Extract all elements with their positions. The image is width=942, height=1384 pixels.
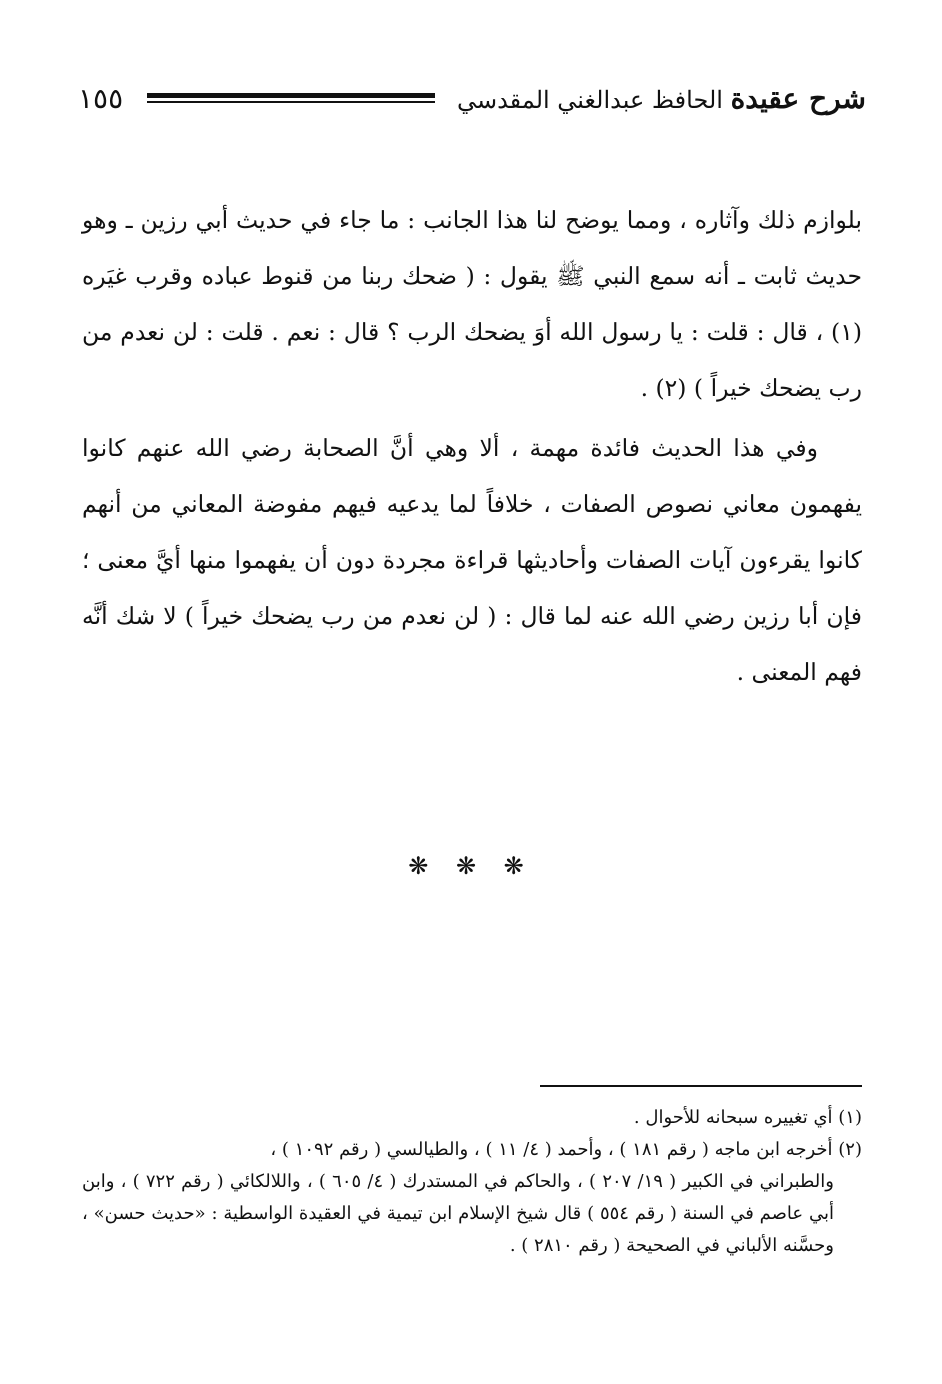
footnote-rule	[540, 1085, 862, 1087]
running-header	[78, 76, 866, 120]
body-text	[82, 192, 862, 700]
book-title-bold: شرح عقيدة	[730, 81, 866, 115]
header-rule	[147, 93, 435, 103]
footnote-2-continuation: والطبراني في الكبير ( ١٩/ ٢٠٧ ) ، والحاكم في المستدرك ( ٤/ ٦٠٥ ) ، واللالكائي ( رقم ٧٢٢ ) ، وابن أبي عاصم في السنة ( رقم ٥٥٤ ) قال شيخ الإسلام ابن تيمية في العقيدة الواسطية : «حديث حسن» ، وحسَّنه الألباني في الصحيحة ( رقم ٢٨١٠ ) .	[82, 1171, 834, 1256]
paragraph-1: بلوازم ذلك وآثاره ، ومما يوضح لنا هذا الجانب : ما جاء في حديث أبي رزين ـ وهو حديث ثابت ـ أنه سمع النبي ﷺ يقول : ( ضحك ربنا من قنوط عباده وقرب غيَره (١) ، قال : قلت : يا رسول الله أوَ يضحك الرب ؟ قال : نعم . قلت : لن نعدم من رب يضحك خيراً ) (٢) .	[82, 206, 862, 402]
header-rule-thin	[147, 101, 435, 103]
paragraph-2: وفي هذا الحديث فائدة مهمة ، ألا وهي أنَّ الصحابة رضي الله عنهم كانوا يفهمون معاني نصوص الصفات ، خلافاً لما يدعيه فيهم مفوضة المعاني من أنهم كانوا يقرءون آيات الصفات وأحاديثها قراءة مجردة دون أن يفهموا منها أيَّ معنى ؛ فإن أبا رزين رضي الله عنه لما قال : ( لن نعدم من رب يضحك خيراً ) لا شك أنَّه فهم المعنى .	[82, 434, 862, 686]
book-title-rest: الحافظ عبدالغني المقدسي	[456, 85, 731, 114]
footnote-2-first-line: (٢) أخرجه ابن ماجه ( رقم ١٨١ ) ، وأحمد ( ٤/ ١١ ) ، والطيالسي ( رقم ١٠٩٢ ) ،	[270, 1139, 862, 1160]
footnotes	[82, 1102, 862, 1262]
header-rule-thick	[147, 93, 435, 98]
page-number: ١٥٥	[78, 81, 124, 115]
book-title	[457, 82, 866, 115]
footnote-1: (١) أي تغييره سبحانه للأحوال .	[633, 1107, 862, 1128]
section-separator: ❋ ❋ ❋	[408, 852, 534, 880]
